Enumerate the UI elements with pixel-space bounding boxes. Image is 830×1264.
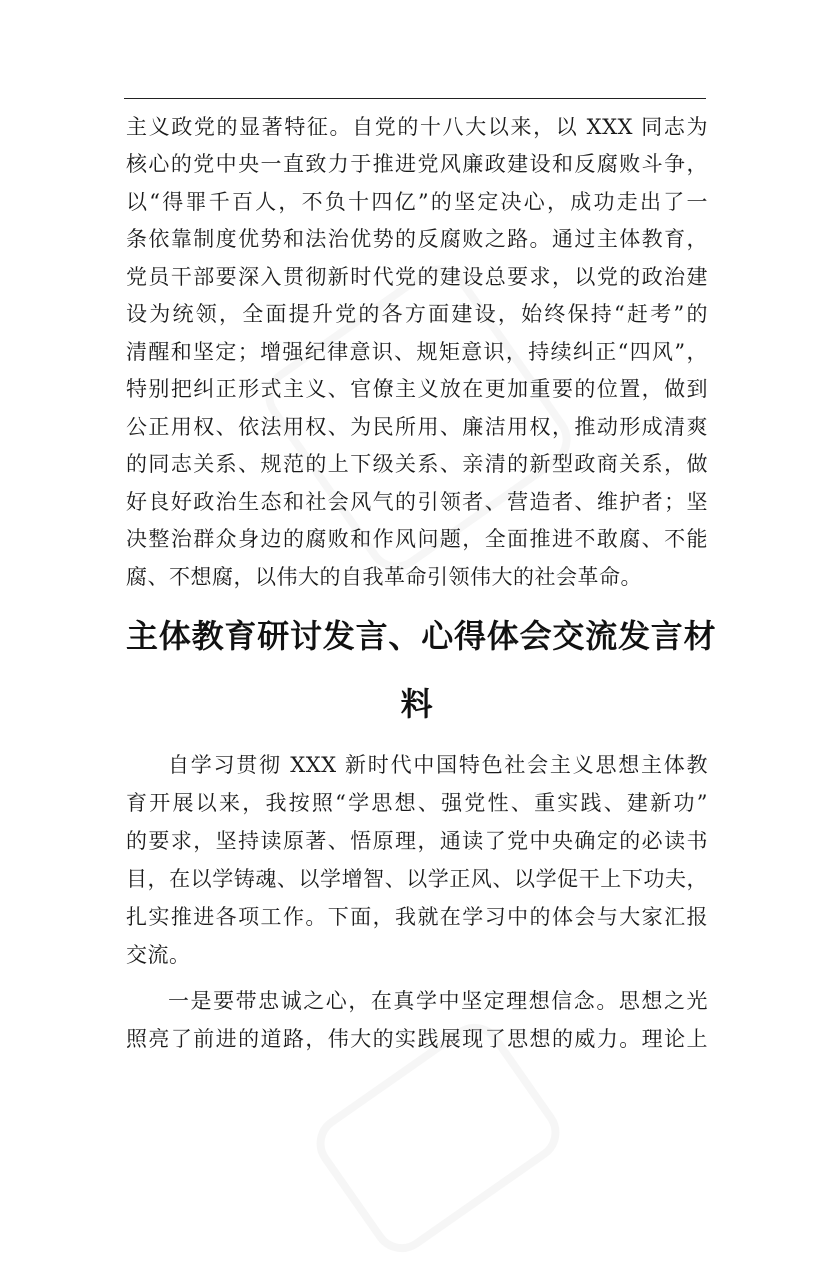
text-line: 主义政党的显著特征。自党的十八大以来，以 XXX 同志为 bbox=[126, 115, 708, 139]
text-line: 育开展以来，我按照“学思想、强党性、重实践、建新功” bbox=[126, 791, 708, 815]
text-line: 条依靠制度优势和法治优势的反腐败之路。通过主体教育， bbox=[126, 227, 708, 251]
text-line: 清醒和坚定；增强纪律意识、规矩意识，持续纠正“四风”， bbox=[126, 340, 708, 364]
text-line: 目，在以学铸魂、以学增智、以学正风、以学促干上下功夫， bbox=[126, 867, 708, 891]
text-line: 核心的党中央一直致力于推进党风廉政建设和反腐败斗争， bbox=[126, 152, 708, 176]
text-line: 一是要带忠诚之心，在真学中坚定理想信念。思想之光 bbox=[168, 989, 708, 1013]
text-line: 照亮了前进的道路，伟大的实践展现了思想的威力。理论上 bbox=[126, 1027, 708, 1051]
text-line: 的要求，坚持读原著、悟原理，通读了党中央确定的必读书 bbox=[126, 829, 708, 853]
text-line: 决整治群众身边的腐败和作风问题，全面推进不敢腐、不能 bbox=[126, 527, 708, 551]
header-rule bbox=[124, 98, 706, 99]
text-line: 交流。 bbox=[126, 943, 191, 967]
text-line: 设为统领，全面提升党的各方面建设，始终保持“赶考”的 bbox=[126, 302, 708, 326]
text-line: 好良好政治生态和社会风气的引领者、营造者、维护者；坚 bbox=[126, 490, 708, 514]
text-line: 以“得罪千百人，不负十四亿”的坚定决心，成功走出了一 bbox=[126, 190, 708, 214]
text-line: 腐、不想腐，以伟大的自我革命引领伟大的社会革命。 bbox=[126, 565, 642, 589]
text-line: 的同志关系、规范的上下级关系、亲清的新型政商关系，做 bbox=[126, 452, 708, 476]
text-line: 特别把纠正形式主义、官僚主义放在更加重要的位置，做到 bbox=[126, 377, 708, 401]
text-line: 自学习贯彻 XXX 新时代中国特色社会主义思想主体教 bbox=[168, 753, 708, 777]
text-line: 扎实推进各项工作。下面，我就在学习中的体会与大家汇报 bbox=[126, 905, 708, 929]
text-line: 党员干部要深入贯彻新时代党的建设总要求，以党的政治建 bbox=[126, 265, 708, 289]
text-line: 公正用权、依法用权、为民所用、廉洁用权，推动形成清爽 bbox=[126, 415, 708, 439]
title-line: 料 bbox=[400, 685, 434, 723]
title-line: 主体教育研讨发言、心得体会交流发言材 bbox=[126, 617, 717, 655]
